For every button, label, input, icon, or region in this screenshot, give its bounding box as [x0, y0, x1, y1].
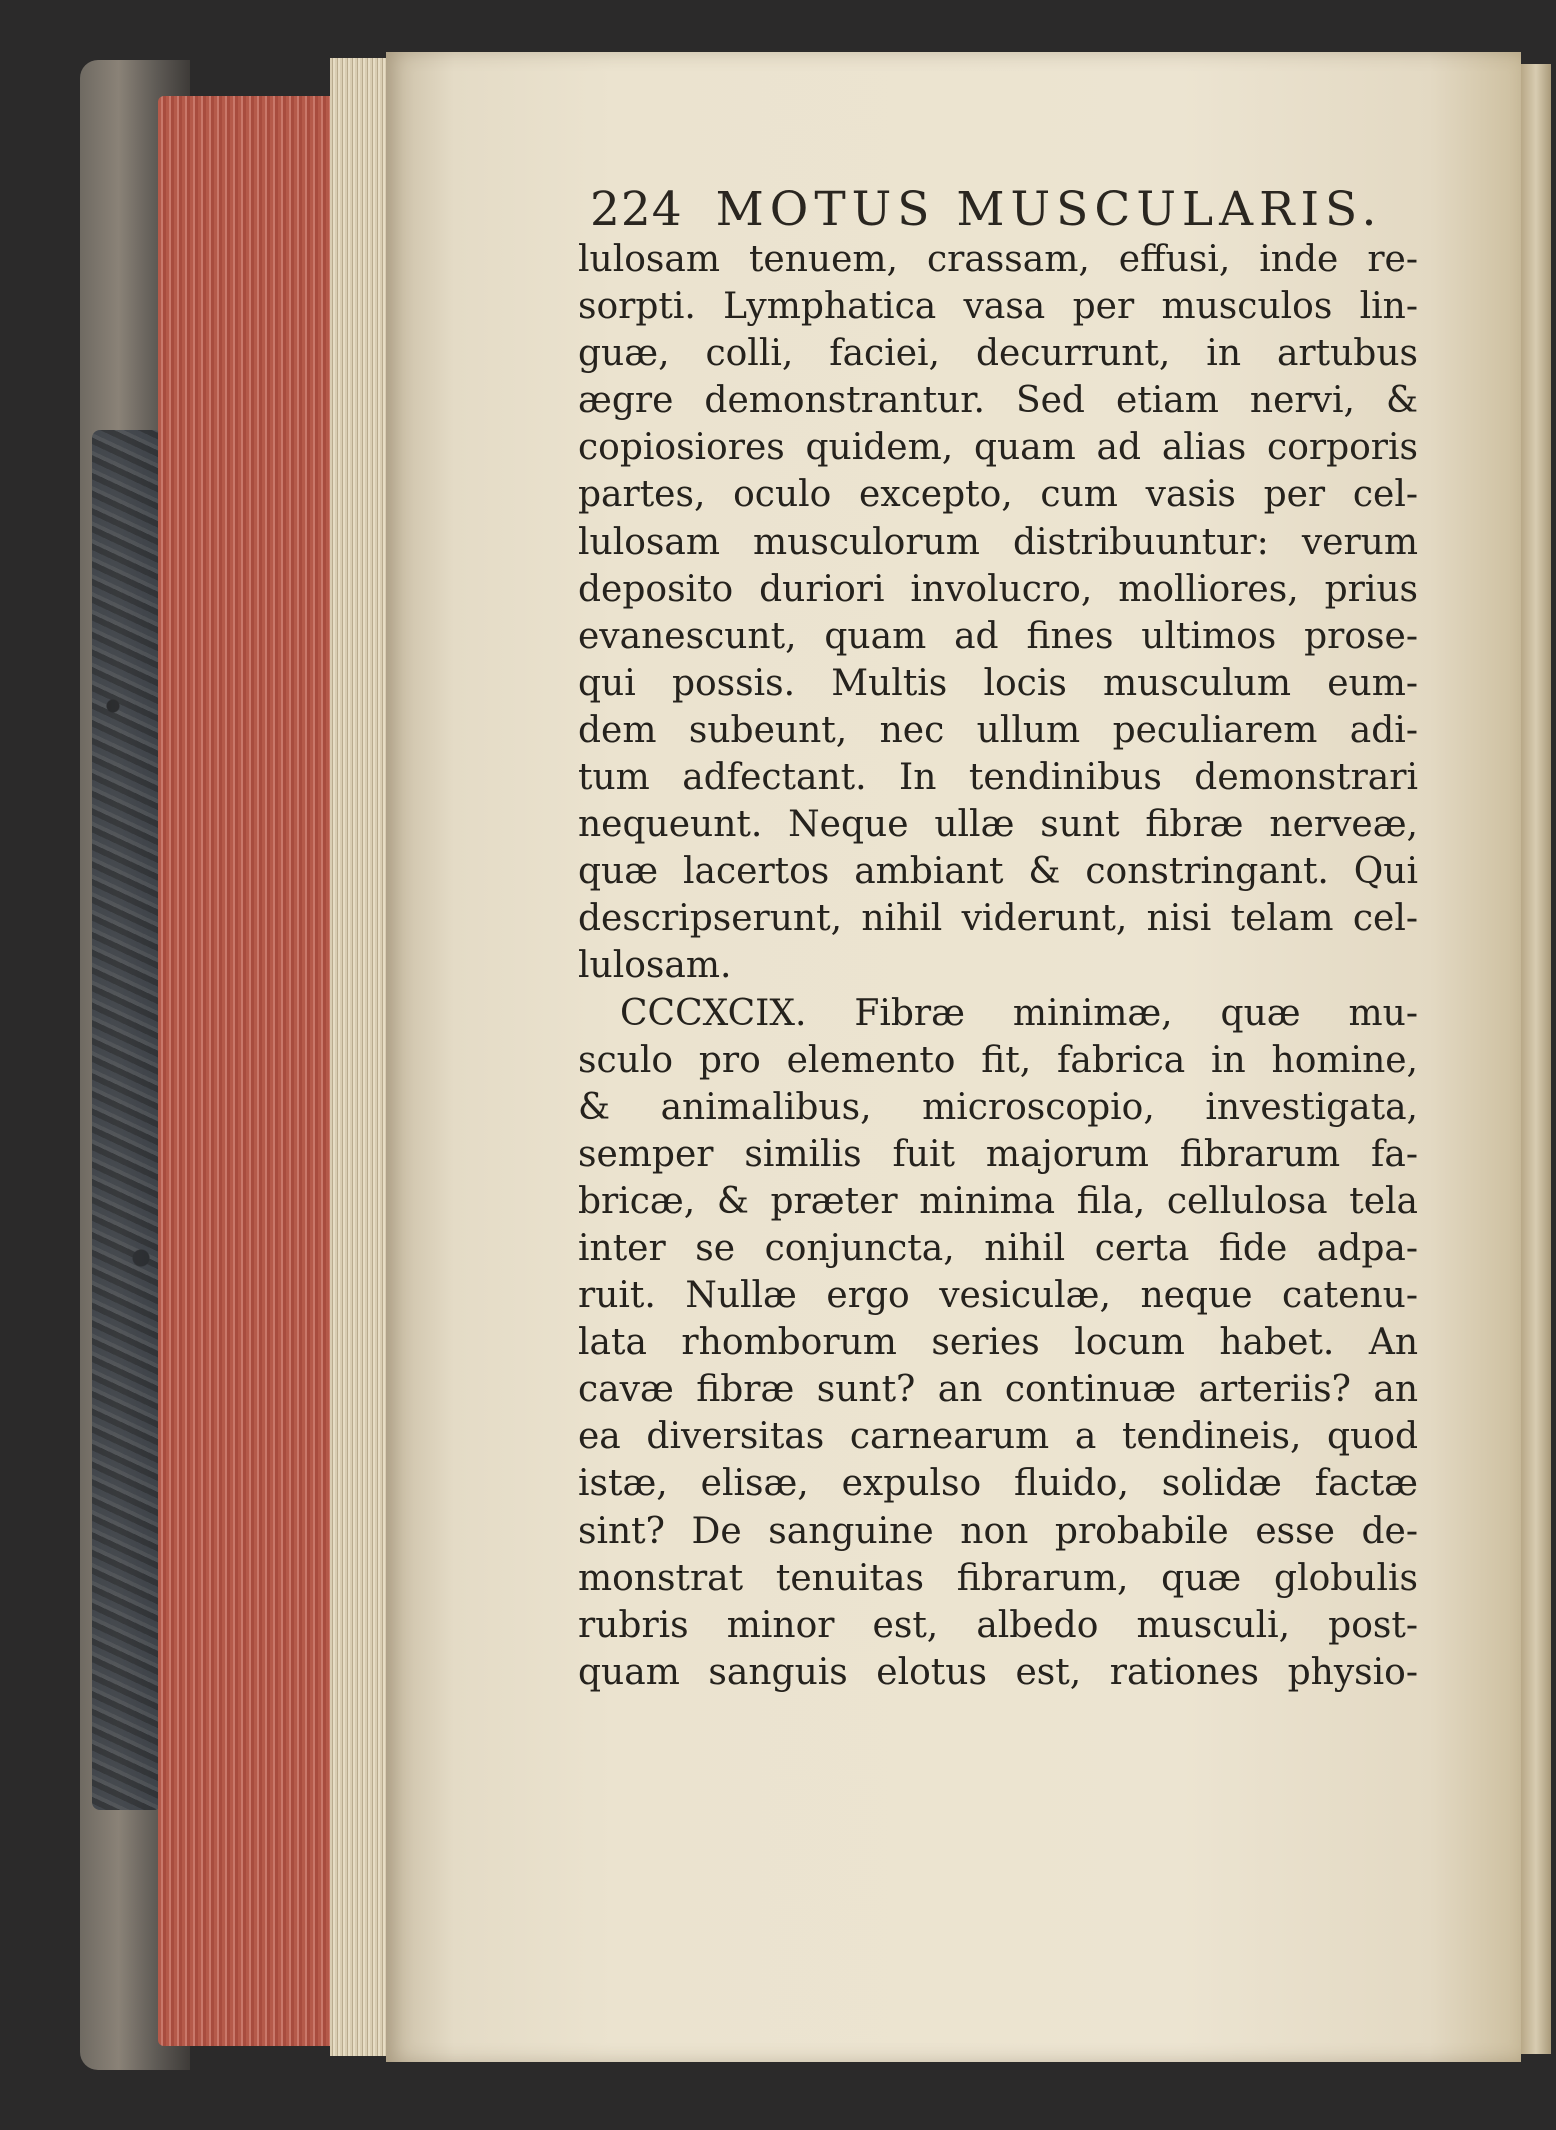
text-line: deposito duriori involucro, molliores, prius [578, 568, 1418, 610]
body-text [578, 236, 1418, 1696]
text-line: monstrat tenuitas fibrarum, quæ globulis [578, 1557, 1418, 1599]
text-line: cavæ fibræ sunt? an continuæ arteriis? an [578, 1369, 1418, 1411]
text-line: descripserunt, nihil viderunt, nisi telam cel- [578, 898, 1418, 940]
page-number: 224 [590, 182, 683, 237]
red-page-edges [158, 96, 358, 2046]
text-line: lata rhomborum series locum habet. An [578, 1322, 1418, 1364]
text-line: evanescunt, quam ad fines ultimos prose- [578, 615, 1418, 657]
text-line: istæ, elisæ, expulso fluido, solidæ factæ [578, 1463, 1418, 1505]
text-line: lulosam musculorum distribuuntur: verum [578, 521, 1418, 563]
text-line: rubris minor est, albedo musculi, post- [578, 1604, 1418, 1646]
page-edges [330, 58, 390, 2056]
text-line: lulosam tenuem, crassam, effusi, inde re- [578, 239, 1418, 280]
text-line: ægre demonstrantur. Sed etiam nervi, & [578, 380, 1418, 422]
text-line: sint? De sanguine non probabile esse de- [578, 1510, 1418, 1552]
text-line: partes, oculo excepto, cum vasis per cel- [578, 474, 1418, 516]
text-line: quæ lacertos ambiant & constringant. Qui [578, 851, 1418, 893]
text-line: quam sanguis elotus est, rationes physio- [578, 1651, 1418, 1693]
text-line: nequeunt. Neque ullæ sunt fibræ nerveæ, [578, 804, 1418, 846]
text-line: & animalibus, microscopio, investigata, [578, 1086, 1418, 1128]
text-line: semper similis fuit majorum fibrarum fa- [578, 1133, 1418, 1175]
text-line: lulosam. [578, 945, 732, 987]
text-line: sculo pro elemento fit, fabrica in homine, [578, 1039, 1418, 1081]
next-page-edge [1521, 64, 1551, 2054]
running-title: MOTUS MUSCULARIS. [715, 182, 1383, 237]
text-line: ea diversitas carnearum a tendineis, quod [578, 1416, 1418, 1458]
text-line: tum adfectant. In tendinibus demonstrari [578, 757, 1418, 799]
page-header [590, 182, 1383, 242]
text-line: dem subeunt, nec ullum peculiarem adi- [578, 709, 1418, 751]
text-line: bricæ, & præter minima fila, cellulosa tela [578, 1180, 1418, 1222]
text-line: sorpti. Lymphatica vasa per musculos lin- [578, 286, 1418, 328]
text-line: ruit. Nullæ ergo vesiculæ, neque catenu- [578, 1275, 1418, 1317]
text-line: qui possis. Multis locis musculum eum- [578, 662, 1418, 704]
marbled-cover-pattern [92, 430, 162, 1810]
section-heading-line: CCCXCIX. Fibræ minimæ, quæ mu- [620, 992, 1418, 1034]
text-line: guæ, colli, faciei, decurrunt, in artubus [578, 333, 1418, 375]
text-line: copiosiores quidem, quam ad alias corporis [578, 427, 1418, 469]
text-line: inter se conjuncta, nihil certa fide adpa- [578, 1227, 1418, 1269]
